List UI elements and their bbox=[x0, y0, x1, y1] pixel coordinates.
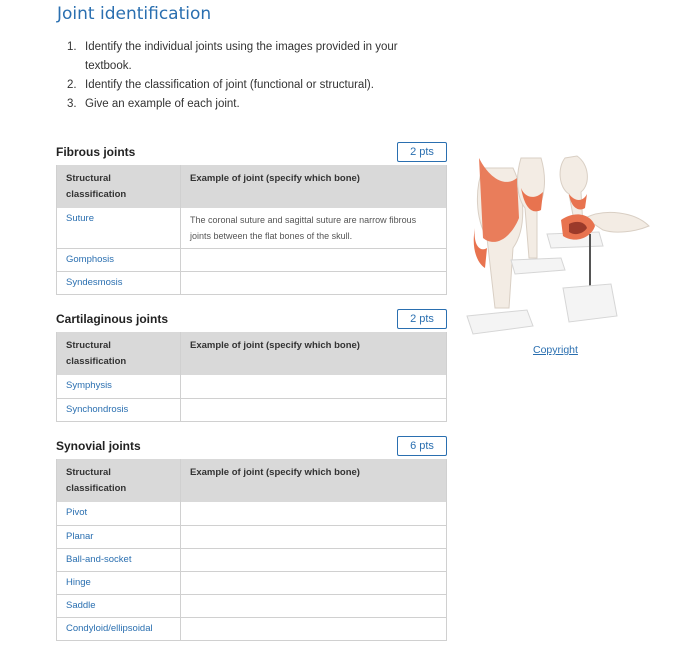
header-example: Example of joint (specify which bone) bbox=[181, 332, 447, 375]
instructions-list bbox=[67, 38, 447, 114]
points-badge: 6 pts bbox=[397, 436, 447, 456]
cartilaginous-table bbox=[56, 332, 447, 422]
fibrous-section bbox=[56, 142, 447, 295]
instruction-text: Identify the individual joints using the images provided in your textbook. bbox=[85, 41, 398, 72]
instruction-text: Give an example of each joint. bbox=[85, 98, 240, 110]
example-cell[interactable] bbox=[181, 525, 447, 548]
example-cell[interactable] bbox=[181, 617, 447, 640]
header-example: Example of joint (specify which bone) bbox=[181, 459, 447, 502]
classification-cell: Syndesmosis bbox=[57, 272, 181, 295]
header-structural-classification: Structural classification bbox=[57, 459, 181, 502]
fibrous-table bbox=[56, 165, 447, 295]
section-title: Cartilaginous joints bbox=[56, 312, 169, 326]
joint-models-image bbox=[465, 148, 650, 338]
instruction-number: 2. bbox=[67, 79, 77, 91]
table-row bbox=[57, 502, 447, 525]
header-example: Example of joint (specify which bone) bbox=[181, 165, 447, 208]
classification-cell: Condyloid/ellipsoidal bbox=[57, 617, 181, 640]
example-cell[interactable] bbox=[181, 571, 447, 594]
example-cell[interactable] bbox=[181, 548, 447, 571]
table-row bbox=[57, 249, 447, 272]
page-title: Joint identification bbox=[57, 4, 212, 24]
example-cell[interactable] bbox=[181, 272, 447, 295]
instruction-number: 1. bbox=[67, 41, 77, 53]
synovial-table bbox=[56, 459, 447, 641]
section-header bbox=[56, 436, 447, 456]
section-title: Fibrous joints bbox=[56, 145, 136, 159]
instruction-item bbox=[67, 76, 447, 95]
classification-cell: Ball-and-socket bbox=[57, 548, 181, 571]
table-row bbox=[57, 548, 447, 571]
classification-cell: Suture bbox=[57, 208, 181, 249]
table-header-row bbox=[57, 332, 447, 375]
header-structural-classification: Structural classification bbox=[57, 332, 181, 375]
table-row bbox=[57, 375, 447, 398]
table-row bbox=[57, 571, 447, 594]
section-title: Synovial joints bbox=[56, 439, 141, 453]
example-cell[interactable] bbox=[181, 594, 447, 617]
example-cell[interactable]: The coronal suture and sagittal suture are narrow fibrous joints between the flat bones of the skull. bbox=[181, 208, 447, 249]
table-row bbox=[57, 617, 447, 640]
copyright-link[interactable]: Copyright bbox=[533, 344, 578, 356]
table-row bbox=[57, 594, 447, 617]
classification-cell: Gomphosis bbox=[57, 249, 181, 272]
instruction-item bbox=[67, 95, 447, 114]
classification-cell: Synchondrosis bbox=[57, 398, 181, 421]
header-structural-classification: Structural classification bbox=[57, 165, 181, 208]
classification-cell: Symphysis bbox=[57, 375, 181, 398]
example-cell[interactable] bbox=[181, 398, 447, 421]
synovial-section bbox=[56, 436, 447, 641]
table-row bbox=[57, 208, 447, 249]
classification-cell: Saddle bbox=[57, 594, 181, 617]
section-header bbox=[56, 309, 447, 329]
instruction-item bbox=[67, 38, 447, 76]
classification-cell: Hinge bbox=[57, 571, 181, 594]
classification-cell: Pivot bbox=[57, 502, 181, 525]
instruction-text: Identify the classification of joint (functional or structural). bbox=[85, 79, 374, 91]
classification-cell: Planar bbox=[57, 525, 181, 548]
example-cell[interactable] bbox=[181, 502, 447, 525]
table-header-row bbox=[57, 165, 447, 208]
points-badge: 2 pts bbox=[397, 142, 447, 162]
example-cell[interactable] bbox=[181, 375, 447, 398]
table-header-row bbox=[57, 459, 447, 502]
points-badge: 2 pts bbox=[397, 309, 447, 329]
section-header bbox=[56, 142, 447, 162]
instruction-number: 3. bbox=[67, 98, 77, 110]
table-row bbox=[57, 525, 447, 548]
table-row bbox=[57, 398, 447, 421]
cartilaginous-section bbox=[56, 309, 447, 422]
example-cell[interactable] bbox=[181, 249, 447, 272]
table-row bbox=[57, 272, 447, 295]
